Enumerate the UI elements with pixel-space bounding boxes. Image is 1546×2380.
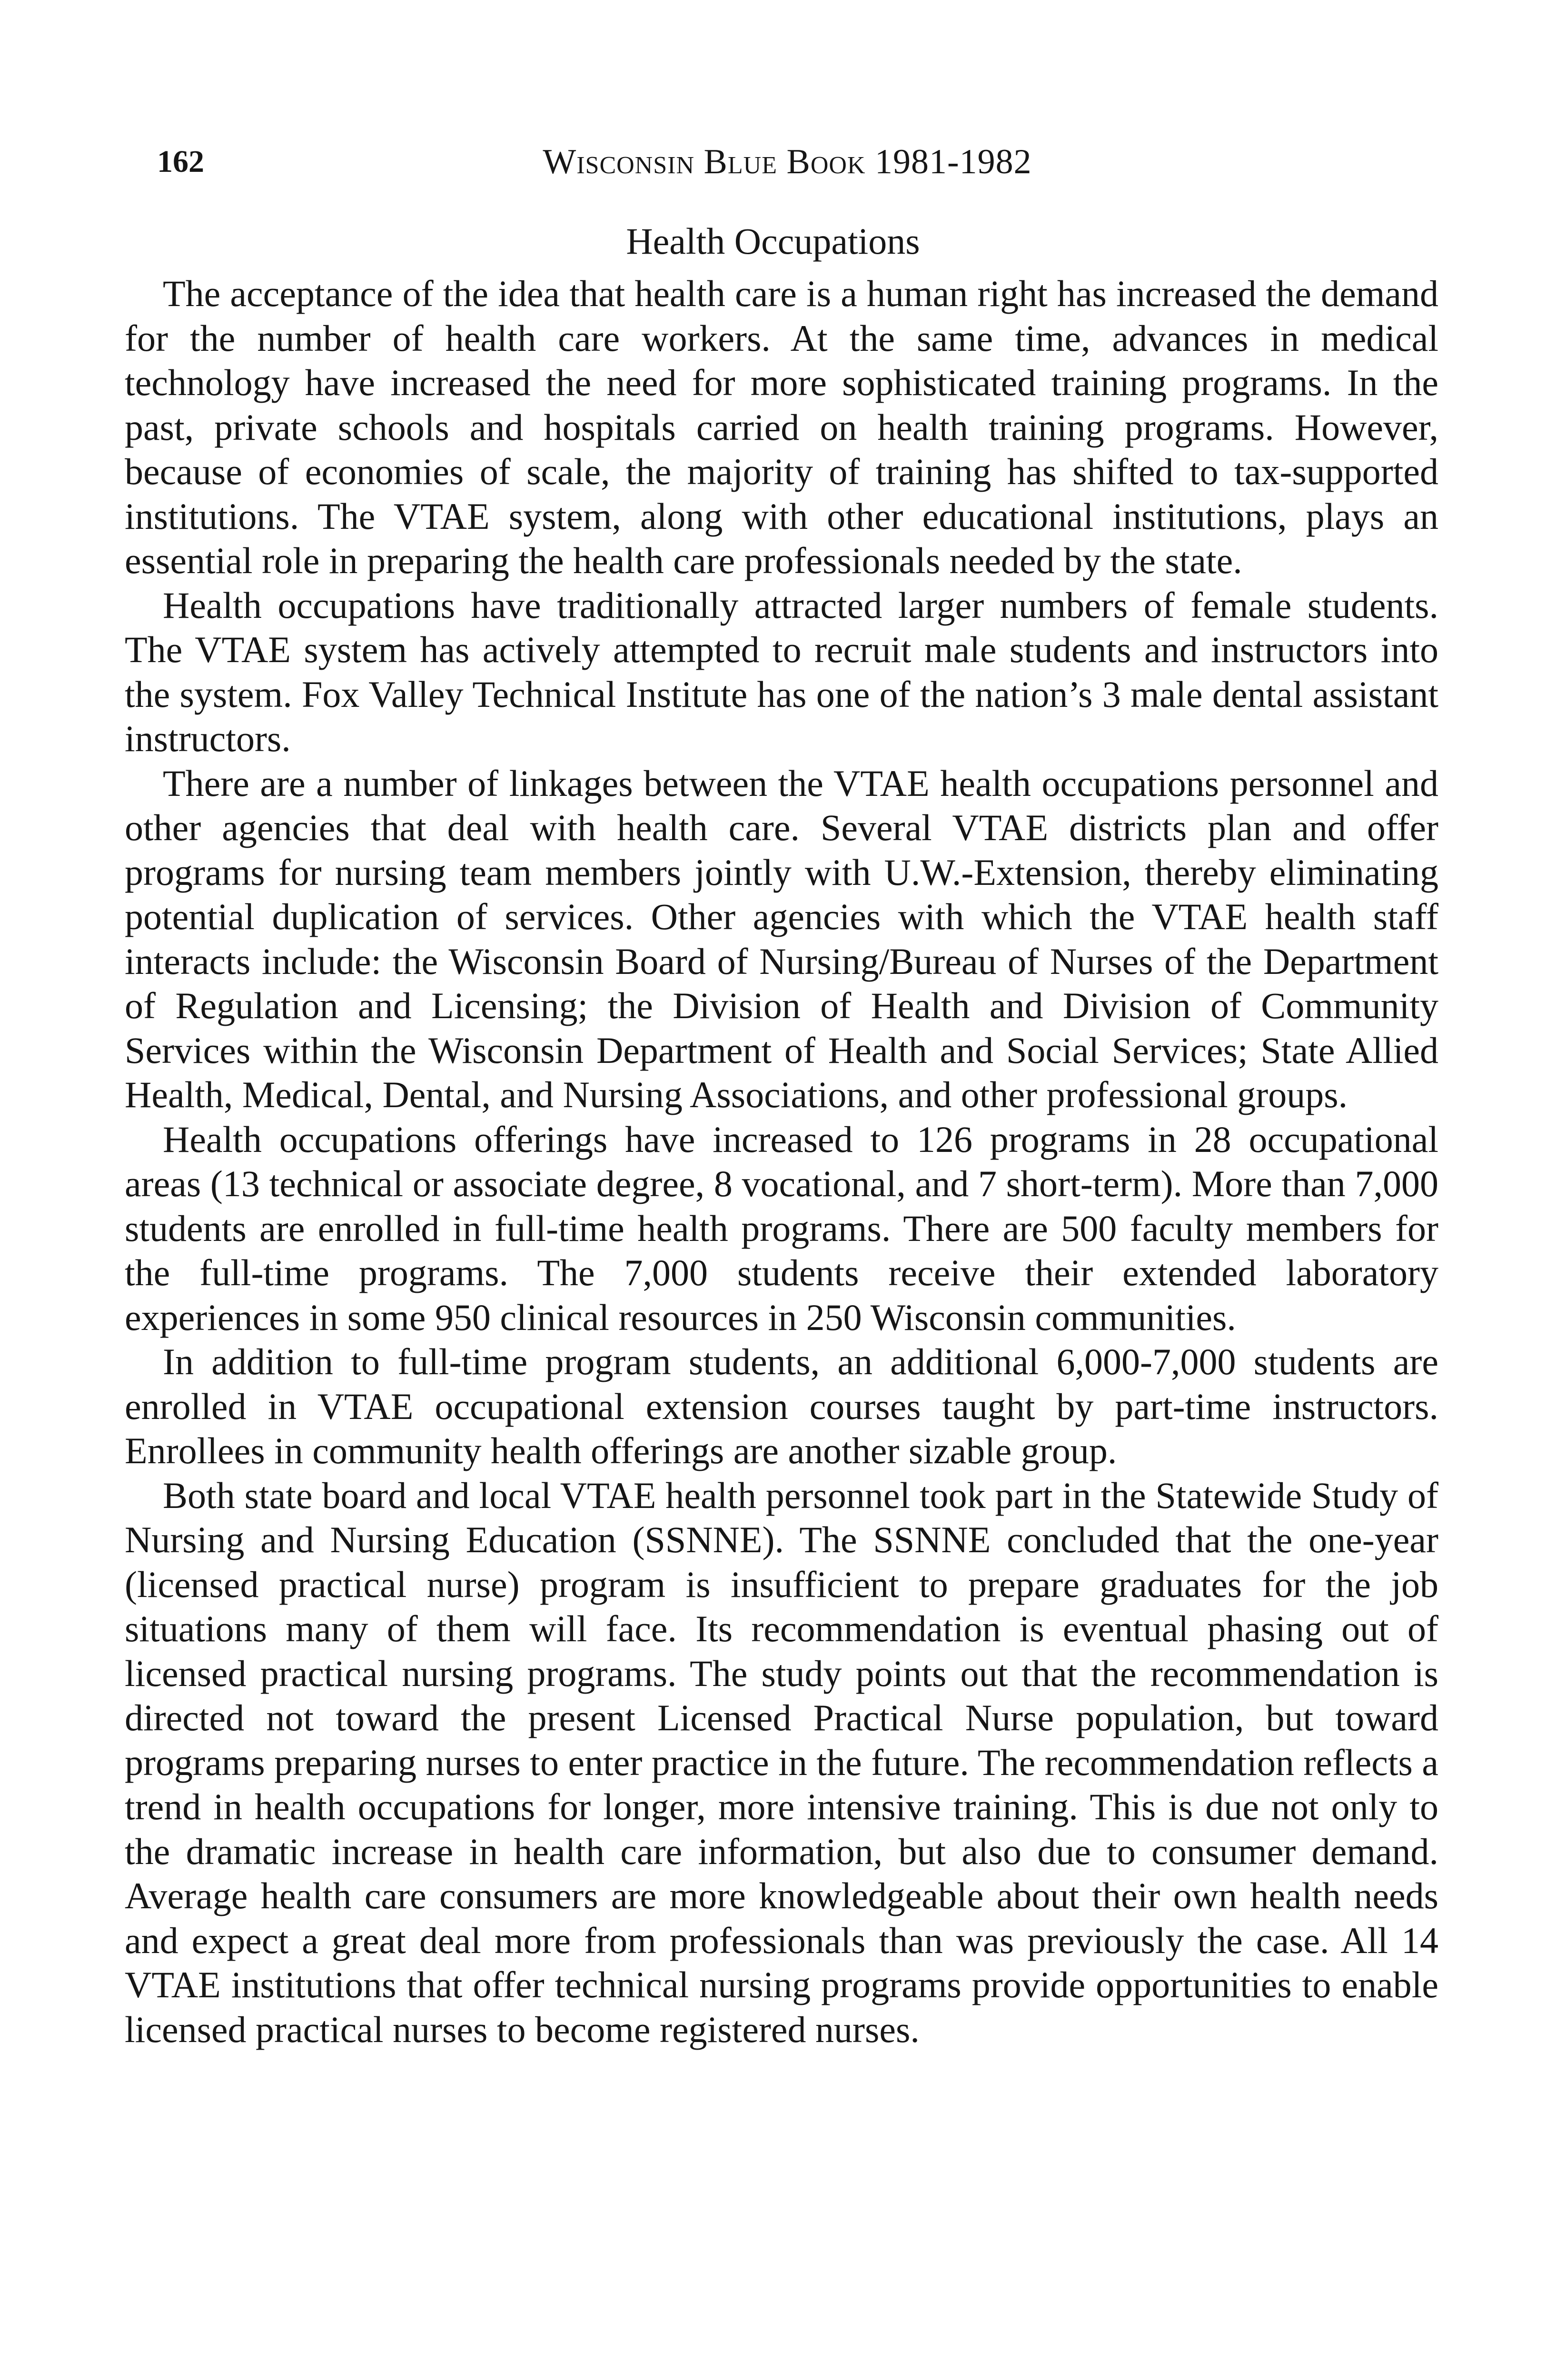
paragraph: Both state board and local VTAE health personnel took part in the Statewide Study of Nursing and Nursing Education (SSNNE). The SSNNE concluded that the one-year (licensed practical nurse) program is insufficient to prepare graduates for the job situations many of them will face. Its recommendation is eventual phasing out of licensed practical nursing programs. The study points out that the recommendation is directed not toward the present Licensed Practical Nurse population, but toward programs preparing nurses to enter practice in the future. The recommendation reflects a trend in health occupations for longer, more intensive training. This is due not only to the dramatic increase in health care information, but also due to consumer demand. Average health care consumers are more knowledgeable about their own health needs and expect a great deal more from professionals than was previously the case. All 14 VTAE institutions that offer technical nursing programs provide opportunities to enable licensed practical nurses to become registered nurses. [125,1474,1438,2050]
paragraph: Health occupations have traditionally attracted larger numbers of female students. The VTAE system has actively attempted to recruit male students and instructors into the system. Fox Valley Technical Institute has one of the nation’s 3 male dental assistant instructors. [125,584,1438,759]
paragraph: Health occupations offerings have increased to 126 programs in 28 occupational areas (13 technical or associate degree, 8 vocational, and 7 short-term). More than 7,000 students are enrolled in full-time health programs. There are 500 faculty members for the full-time programs. The 7,000 students receive their extended laboratory experiences in some 950 clinical resources in 250 Wisconsin communities. [125,1118,1438,1338]
running-title-years: 1981-1982 [874,142,1032,181]
running-title-publication: Wisconsin Blue Book [543,142,866,181]
body-text [125,271,1438,2052]
paragraph: The acceptance of the idea that health care is a human right has increased the demand for the number of health care workers. At the same time, advances in medical technology have increased the need for more sophisticated training programs. In the past, private schools and hospitals carried on health training programs. However, because of economies of scale, the majority of training has shifted to tax-supported institutions. The VTAE system, along with other educational institutions, plays an essential role in preparing the health care professionals needed by the state. [125,273,1438,581]
paragraph: There are a number of linkages between the VTAE health occupations personnel and other agencies that deal with health care. Several VTAE districts plan and offer programs for nursing team members jointly with U.W.-Extension, thereby eliminating potential duplication of services. Other agencies with which the VTAE health staff interacts include: the Wisconsin Board of Nursing/Bureau of Nurses of the Department of Regulation and Licensing; the Division of Health and Division of Community Services within the Wisconsin Department of Health and Social Services; State Allied Health, Medical, Dental, and Nursing Associations, and other professional groups. [125,762,1438,1115]
running-title [157,143,1417,181]
paragraph: In addition to full-time program students, an additional 6,000-7,000 students are enrolled in VTAE occupational extension courses taught by part-time instructors. Enrollees in community health offerings are another sizable group. [125,1341,1438,1471]
page-number: 162 [157,144,204,179]
running-head [157,143,1417,186]
section-title: Health Occupations [626,220,920,262]
